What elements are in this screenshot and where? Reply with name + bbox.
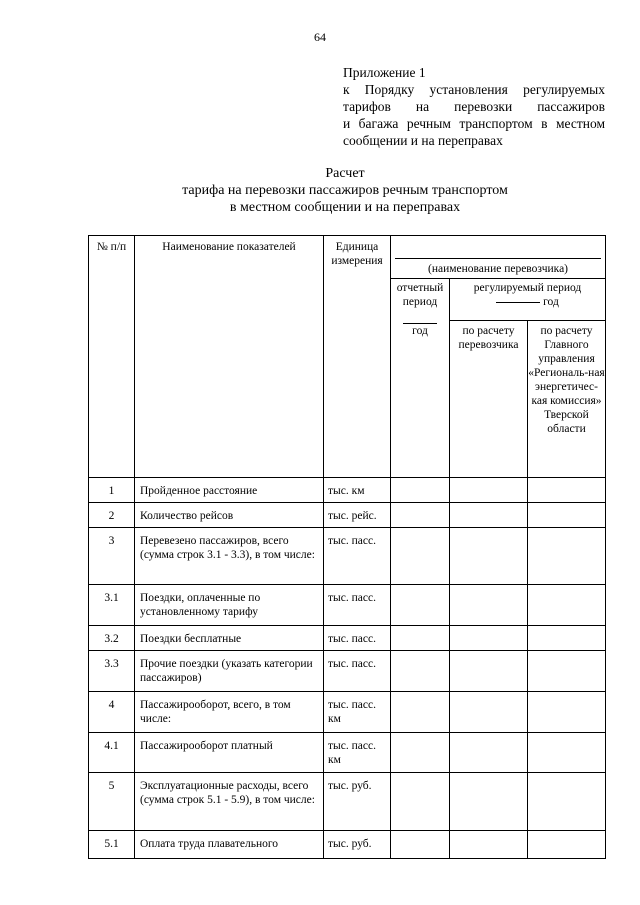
- row-num: 3.1: [89, 585, 135, 626]
- row-unit: тыс. пасс. км: [324, 692, 391, 733]
- row-unit: тыс. руб.: [324, 831, 391, 859]
- reporting-year-blank: [403, 323, 437, 324]
- row-name: Пассажирооборот платный: [135, 733, 324, 773]
- row-name: Пассажирооборот, всего, в том числе:: [135, 692, 324, 733]
- table-row: [89, 626, 606, 651]
- title-line-1: Расчет: [325, 166, 365, 181]
- reporting-year-label: год: [412, 325, 428, 337]
- row-num: 2: [89, 503, 135, 528]
- value-cell: [528, 503, 606, 528]
- title-line-2: тарифа на перевозки пассажиров речным транспортом: [182, 183, 508, 198]
- row-num: 3.3: [89, 651, 135, 692]
- row-unit: тыс. пасс.: [324, 585, 391, 626]
- header-num: № п/п: [89, 236, 135, 478]
- value-cell: [528, 651, 606, 692]
- value-cell: [450, 831, 528, 859]
- row-unit: тыс. пасс.: [324, 528, 391, 585]
- value-cell: [391, 692, 450, 733]
- row-name: Пройденное расстояние: [135, 478, 324, 503]
- row-name: Перевезено пассажиров, всего (сумма строк 3.1 - 3.3), в том числе:: [135, 528, 324, 585]
- value-cell: [450, 773, 528, 831]
- value-cell: [391, 773, 450, 831]
- row-name: Оплата труда плавательного: [135, 831, 324, 859]
- appendix-line-5: сообщении и на переправах: [343, 133, 503, 148]
- row-num: 3.2: [89, 626, 135, 651]
- value-cell: [391, 831, 450, 859]
- value-cell: [391, 528, 450, 585]
- row-num: 5: [89, 773, 135, 831]
- value-cell: [450, 478, 528, 503]
- value-cell: [528, 733, 606, 773]
- tariff-calculation-table: [88, 235, 606, 859]
- value-cell: [391, 626, 450, 651]
- value-cell: [450, 585, 528, 626]
- table-row: [89, 773, 606, 831]
- value-cell: [528, 585, 606, 626]
- value-cell: [528, 626, 606, 651]
- reporting-period-label: отчетный период: [396, 282, 444, 308]
- row-name: Эксплуатационные расходы, всего (сумма строк 5.1 - 5.9), в том числе:: [135, 773, 324, 831]
- appendix-line-4: и багажа речным транспортом в местном: [343, 116, 605, 131]
- table-row: [89, 733, 606, 773]
- row-num: 3: [89, 528, 135, 585]
- regulated-year-blank: [496, 302, 540, 303]
- header-carrier: [391, 236, 606, 279]
- regulated-period-label: регулируемый период: [473, 282, 582, 294]
- row-num: 5.1: [89, 831, 135, 859]
- table-row: [89, 692, 606, 733]
- value-cell: [391, 585, 450, 626]
- row-num: 4.1: [89, 733, 135, 773]
- document-title: [0, 165, 640, 216]
- header-name: Наименование показателей: [135, 236, 324, 478]
- value-cell: [391, 478, 450, 503]
- appendix-caption: [343, 64, 605, 149]
- table-row: [89, 651, 606, 692]
- row-unit: тыс. пасс. км: [324, 733, 391, 773]
- row-unit: тыс. км: [324, 478, 391, 503]
- header-reporting-period: [391, 279, 450, 478]
- value-cell: [528, 692, 606, 733]
- table-row: [89, 503, 606, 528]
- row-name: Количество рейсов: [135, 503, 324, 528]
- value-cell: [391, 503, 450, 528]
- value-cell: [391, 651, 450, 692]
- value-cell: [528, 831, 606, 859]
- table-row: [89, 831, 606, 859]
- row-unit: тыс. руб.: [324, 773, 391, 831]
- page-number: 64: [314, 30, 326, 44]
- value-cell: [450, 692, 528, 733]
- row-name: Поездки бесплатные: [135, 626, 324, 651]
- row-unit: тыс. рейс.: [324, 503, 391, 528]
- value-cell: [528, 773, 606, 831]
- table-row: [89, 585, 606, 626]
- value-cell: [450, 733, 528, 773]
- carrier-name-blank: [395, 240, 601, 259]
- regulated-year-label: год: [543, 296, 559, 308]
- header-regulated-period: [450, 279, 606, 321]
- title-line-3: в местном сообщении и на переправах: [229, 200, 461, 215]
- row-num: 1: [89, 478, 135, 503]
- appendix-line-1: Приложение 1: [343, 65, 426, 80]
- table-row: [89, 478, 606, 503]
- carrier-caption: (наименование перевозчика): [428, 263, 569, 275]
- value-cell: [450, 651, 528, 692]
- value-cell: [450, 528, 528, 585]
- row-unit: тыс. пасс.: [324, 626, 391, 651]
- header-by-carrier: по расчету перевозчика: [450, 321, 528, 478]
- header-unit: Единица измерения: [324, 236, 391, 478]
- row-name: Прочие поездки (указать категории пассажиров): [135, 651, 324, 692]
- row-unit: тыс. пасс.: [324, 651, 391, 692]
- value-cell: [391, 733, 450, 773]
- header-by-rec: по расчету Главного управления «Региональ-ная энергетичес-кая комиссия» Тверской области: [528, 321, 606, 478]
- row-num: 4: [89, 692, 135, 733]
- value-cell: [528, 478, 606, 503]
- value-cell: [450, 626, 528, 651]
- table-row: [89, 528, 606, 585]
- value-cell: [528, 528, 606, 585]
- appendix-line-3: тарифов на перевозки пассажиров: [343, 99, 605, 114]
- appendix-line-2: к Порядку установления регулируемых: [343, 82, 605, 97]
- value-cell: [450, 503, 528, 528]
- row-name: Поездки, оплаченные по установленному тарифу: [135, 585, 324, 626]
